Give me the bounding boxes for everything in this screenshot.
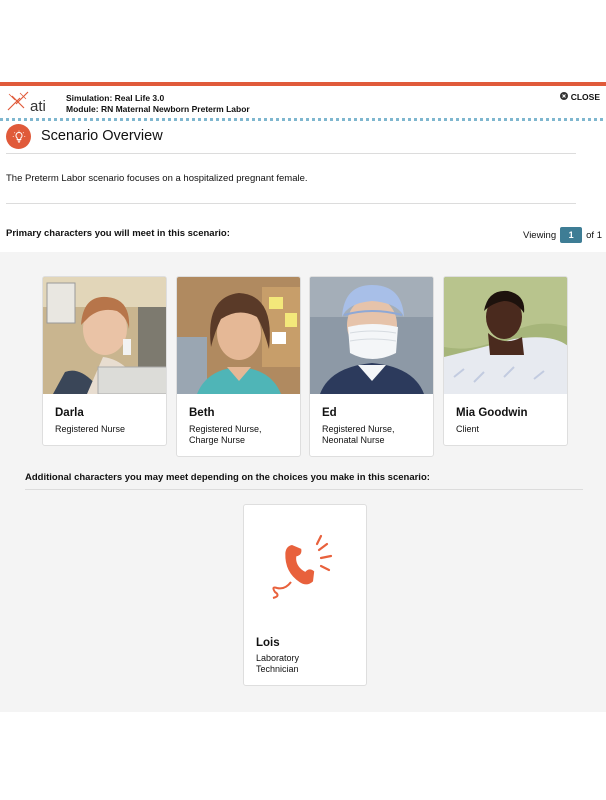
character-card-darla[interactable] (42, 276, 167, 446)
character-role-line: Technician (256, 664, 299, 674)
character-role-line: Laboratory (256, 653, 300, 663)
character-name: Lois (256, 637, 280, 649)
character-role (189, 424, 299, 446)
pagination (523, 227, 602, 243)
darla-photo (43, 277, 166, 394)
character-role-line: Charge Nurse (189, 435, 246, 445)
close-label: CLOSE (570, 92, 600, 102)
character-name: Mia Goodwin (456, 407, 528, 419)
character-role-line: Registered Nurse, (189, 424, 262, 434)
viewing-label: Viewing (523, 229, 557, 241)
character-role: Client (456, 424, 480, 434)
scenario-description: The Preterm Labor scenario focuses on a hospitalized pregnant female. (6, 173, 308, 184)
app-header (0, 86, 606, 118)
dashed-divider (0, 118, 606, 121)
close-button[interactable] (560, 92, 600, 102)
svg-text:ati: ati (30, 98, 46, 115)
lightbulb-icon (6, 124, 31, 149)
divider (25, 489, 583, 490)
character-name: Beth (189, 407, 215, 419)
page-title: Scenario Overview (41, 128, 163, 144)
character-role-line: Registered Nurse, (322, 424, 395, 434)
character-name: Ed (322, 407, 337, 419)
scenario-overview-header (0, 122, 606, 154)
character-card-mia-goodwin[interactable] (443, 276, 568, 446)
character-card-ed[interactable] (309, 276, 434, 457)
page-total: of 1 (586, 229, 602, 241)
character-role (322, 424, 432, 446)
character-role-line: Neonatal Nurse (322, 435, 385, 445)
character-card-beth[interactable] (176, 276, 301, 457)
primary-characters-heading: Primary characters you will meet in this scenario: (6, 228, 230, 239)
mia-goodwin-photo (444, 277, 567, 394)
divider (6, 203, 576, 204)
character-card-lois[interactable] (243, 504, 367, 686)
character-name: Darla (55, 407, 84, 419)
additional-characters-heading: Additional characters you may meet depending on the choices you make in this scenario: (25, 472, 430, 483)
beth-photo (177, 277, 300, 394)
character-role: Registered Nurse (55, 424, 126, 434)
module-title: Module: RN Maternal Newborn Preterm Labor (66, 104, 250, 114)
current-page-badge[interactable]: 1 (560, 227, 582, 243)
phone-icon (244, 505, 366, 625)
character-role (256, 653, 366, 675)
divider (6, 153, 576, 154)
simulation-title: Simulation: Real Life 3.0 (66, 93, 165, 103)
close-icon (560, 92, 568, 102)
ati-logo (6, 90, 56, 116)
ed-photo (310, 277, 433, 394)
